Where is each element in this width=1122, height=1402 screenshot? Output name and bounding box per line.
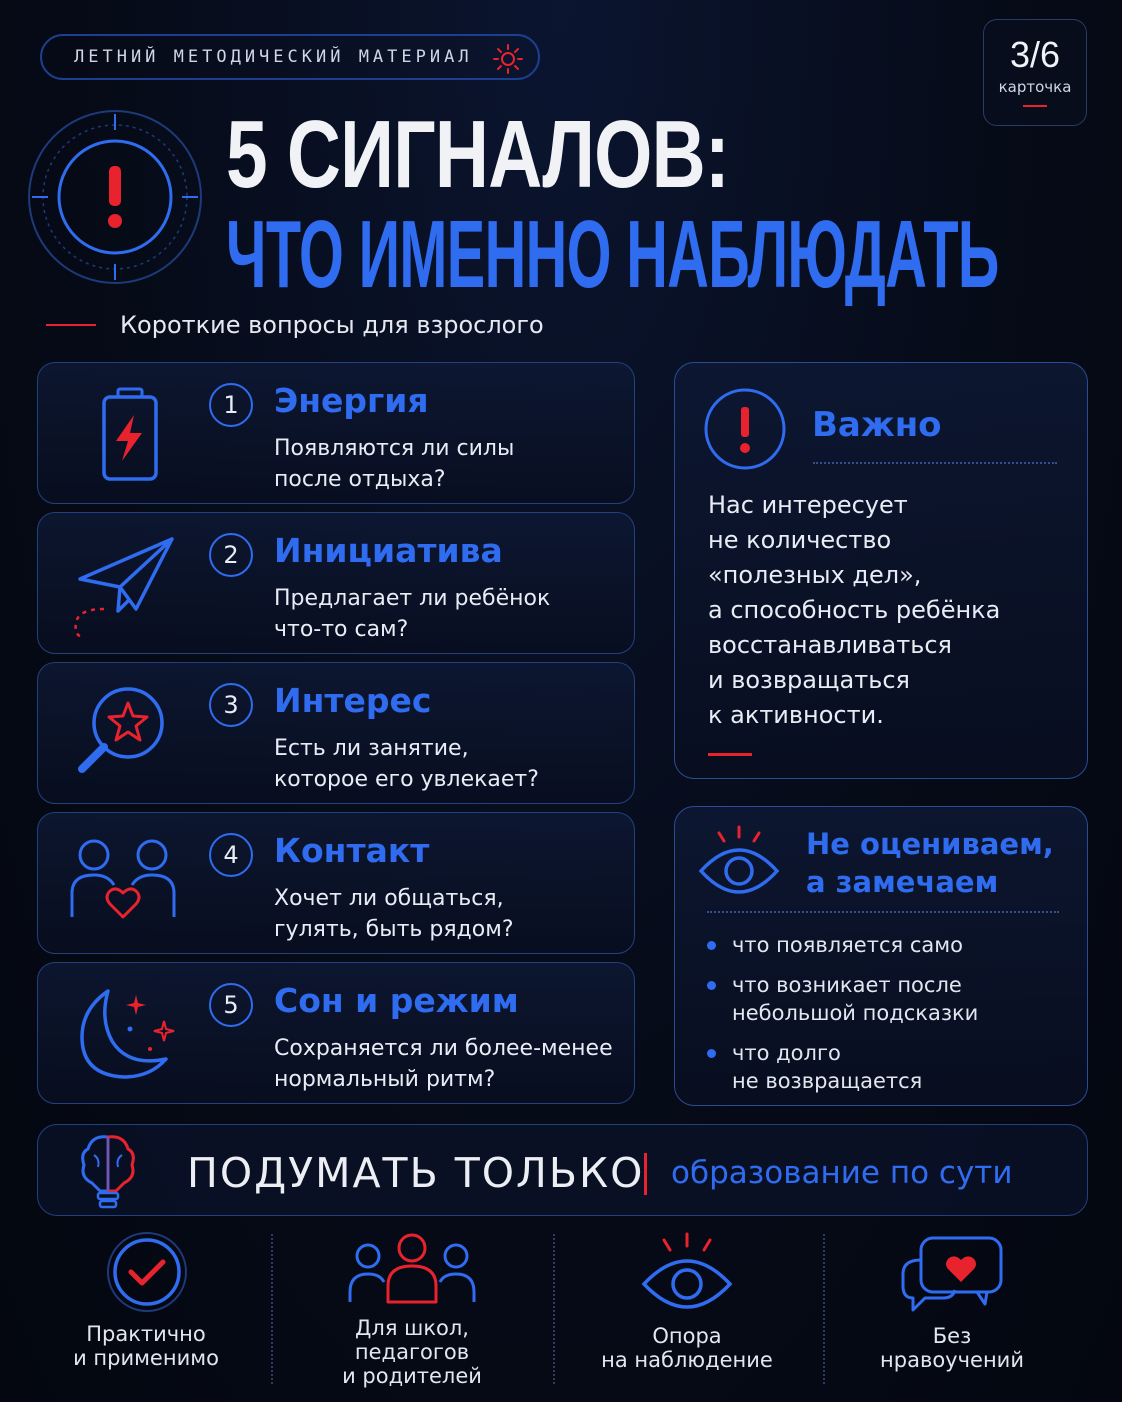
signal-text: Хочет ли общаться, гулять, быть рядом? xyxy=(274,886,514,942)
list-item: что долго не возвращается xyxy=(707,1039,978,1095)
counter-number: 3/6 xyxy=(1009,34,1061,75)
brand-separator xyxy=(644,1153,647,1195)
signal-number: 3 xyxy=(209,683,253,727)
header-badge xyxy=(40,34,540,80)
eye-icon xyxy=(640,1232,734,1312)
signal-text: Есть ли занятие, которое его увлекает? xyxy=(274,736,539,792)
page-counter xyxy=(983,19,1087,126)
brain-bulb-icon xyxy=(78,1131,138,1211)
people-heart-icon xyxy=(68,831,178,937)
important-text: Нас интересует не количество «полезных дел», а способность ребёнка восстанавливаться и возвращаться к активности. xyxy=(708,491,1001,729)
counter-label: карточка xyxy=(998,78,1072,96)
feature-label: Практично и применимо xyxy=(73,1322,219,1370)
signal-text: Появляются ли силы после отдыха? xyxy=(274,436,515,492)
observe-list xyxy=(707,931,978,1107)
paper-plane-icon xyxy=(68,531,178,637)
signal-card-sleep xyxy=(37,962,635,1104)
moon-icon xyxy=(68,981,178,1087)
important-panel xyxy=(674,362,1088,779)
battery-icon xyxy=(68,381,178,487)
accent-line xyxy=(708,753,752,756)
feature-label: Опора на наблюдение xyxy=(601,1324,773,1372)
chat-heart-icon xyxy=(899,1234,1005,1314)
observe-title: Не оцениваем, а замечаем xyxy=(806,827,1054,899)
signal-card-interest xyxy=(37,662,635,804)
divider xyxy=(707,911,1059,913)
signal-card-contact xyxy=(37,812,635,954)
signal-number: 5 xyxy=(209,983,253,1027)
signal-card-initiative xyxy=(37,512,635,654)
signal-number: 2 xyxy=(209,533,253,577)
exclamation-icon xyxy=(703,387,787,471)
page-title-line1: 5 СИГНАЛОВ: xyxy=(226,101,730,208)
alert-target-icon xyxy=(26,108,204,286)
check-circle-icon xyxy=(105,1230,189,1314)
page-title-line2: ЧТО ИМЕННО НАБЛЮДАТЬ xyxy=(226,201,999,308)
subtitle-accent-line xyxy=(46,324,96,326)
divider xyxy=(271,1234,273,1384)
brand-bar xyxy=(37,1124,1088,1216)
signal-number: 1 xyxy=(209,383,253,427)
badge-label: ЛЕТНИЙ МЕТОДИЧЕСКИЙ МАТЕРИАЛ xyxy=(74,47,473,67)
signal-title: Энергия xyxy=(274,381,429,420)
signal-title: Интерес xyxy=(274,681,432,720)
signal-title: Инициатива xyxy=(274,531,503,570)
sun-icon xyxy=(492,43,524,75)
feature-label: Для школ, педагогов и родителей xyxy=(342,1316,482,1388)
divider xyxy=(813,462,1057,464)
page-subtitle: Короткие вопросы для взрослого xyxy=(120,311,544,339)
important-title: Важно xyxy=(812,405,942,445)
observe-panel xyxy=(674,806,1088,1106)
list-item: что появляется само xyxy=(707,931,978,959)
magnifier-star-icon xyxy=(68,681,178,787)
brand-tagline: образование по сути xyxy=(671,1155,1013,1191)
signal-title: Контакт xyxy=(274,831,430,870)
brand-name: ПОДУМАТЬ ТОЛЬКО xyxy=(187,1149,645,1197)
signal-text: Предлагает ли ребёнок что-то сам? xyxy=(274,586,551,642)
signal-title: Сон и режим xyxy=(274,981,519,1020)
signal-number: 4 xyxy=(209,833,253,877)
signal-text: Сохраняется ли более-менее нормальный ритм? xyxy=(274,1036,613,1092)
signal-card-energy xyxy=(37,362,635,504)
counter-underline xyxy=(1023,105,1047,107)
feature-label: Без нравоучений xyxy=(880,1324,1024,1372)
eye-icon xyxy=(697,825,781,895)
list-item: что возникает после небольшой подсказки xyxy=(707,971,978,1027)
group-icon xyxy=(348,1232,476,1308)
